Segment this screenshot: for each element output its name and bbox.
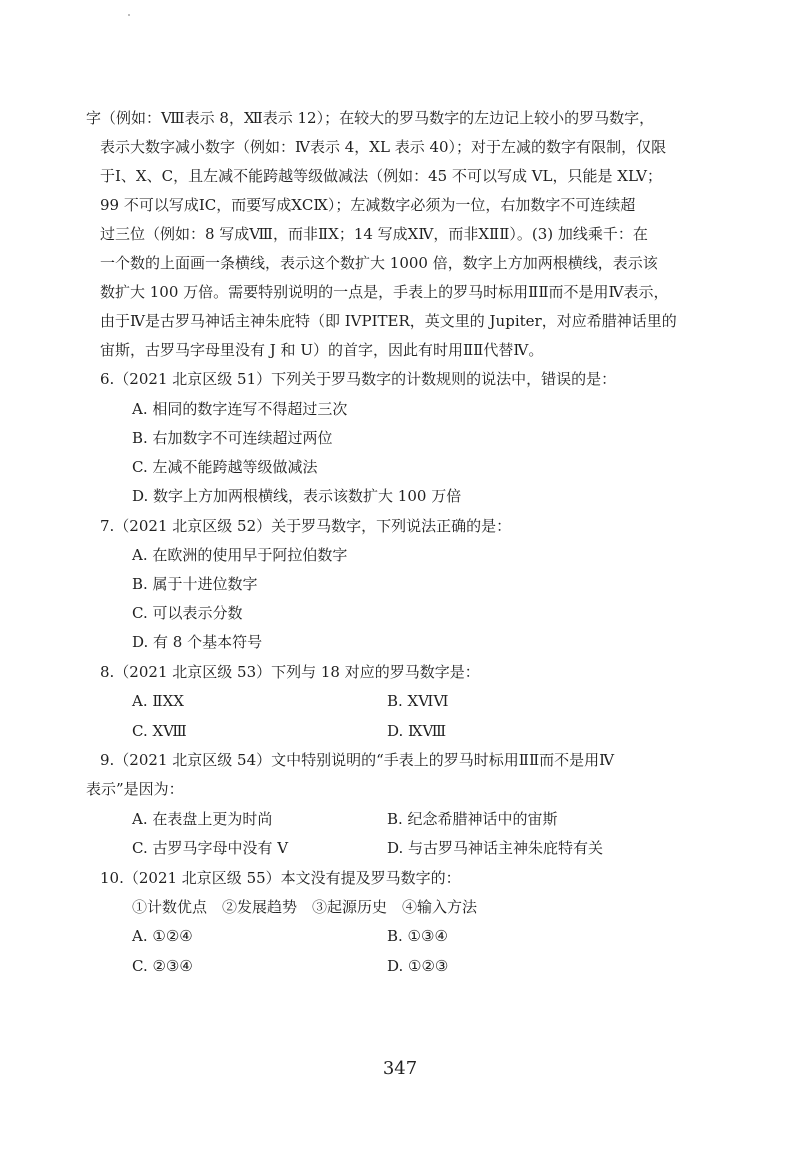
question-10-stem: 10.（2021 北京区级 55）本文没有提及罗马数字的： xyxy=(100,869,461,887)
question-10-option-d: D. ①②③ xyxy=(387,957,449,975)
scan-mark xyxy=(128,14,130,16)
question-8-option-a: A. ⅡXX xyxy=(132,692,184,710)
question-8-stem: 8.（2021 北京区级 53）下列与 18 对应的罗马数字是： xyxy=(100,663,480,681)
question-9-option-d: D. 与古罗马神话主神朱庇特有关 xyxy=(387,839,604,857)
passage-line-4: 99 不可以写成ⅠC，而要写成ⅩCⅨ）；左减数字必须为一位，右加数字不可连续超 xyxy=(100,196,636,214)
question-6-option-b: B. 右加数字不可连续超过两位 xyxy=(132,429,333,447)
question-7-option-b: B. 属于十进位数字 xyxy=(132,575,258,593)
passage-line-1: 字（例如：Ⅷ表示 8，Ⅻ表示 12）；在较大的罗马数字的左边记上较小的罗马数字， xyxy=(86,109,655,127)
question-9-stem-line-1: 9.（2021 北京区级 54）文中特别说明的“手表上的罗马时标用ⅡⅡ而不是用Ⅳ xyxy=(100,751,615,769)
question-10-items: ①计数优点 ②发展趋势 ③起源历史 ④输入方法 xyxy=(132,898,478,916)
question-7-stem: 7.（2021 北京区级 52）关于罗马数字，下列说法正确的是： xyxy=(100,517,512,535)
question-7-option-c: C. 可以表示分数 xyxy=(132,604,243,622)
question-9-option-b: B. 纪念希腊神话中的宙斯 xyxy=(387,810,558,828)
passage-line-5: 过三位（例如：8 写成Ⅷ，而非ⅡX；14 写成ⅩⅣ，而非ⅩⅡⅡ）。(3) 加线乘千：在 xyxy=(100,225,648,243)
question-7-option-d: D. 有 8 个基本符号 xyxy=(132,633,263,651)
question-8-option-c: C. XⅧ xyxy=(132,722,187,740)
question-9-option-a: A. 在表盘上更为时尚 xyxy=(132,810,273,828)
question-10-option-b: B. ①③④ xyxy=(387,927,448,945)
question-6-option-a: A. 相同的数字连写不得超过三次 xyxy=(132,400,348,418)
question-10-option-a: A. ①②④ xyxy=(132,927,193,945)
passage-line-8: 由于Ⅳ是古罗马神话主神朱庇特（即 IVPITER，英文里的 Jupiter，对应希腊神话里的 xyxy=(100,312,677,330)
passage-line-6: 一个数的上面画一条横线，表示这个数扩大 1000 倍，数字上方加两根横线，表示该 xyxy=(100,254,658,272)
passage-line-2: 表示大数字减小数字（例如：Ⅳ表示 4，XL 表示 40）；对于左减的数字有限制，仅限 xyxy=(100,138,667,156)
question-6-stem: 6.（2021 北京区级 51）下列关于罗马数字的计数规则的说法中，错误的是： xyxy=(100,370,617,388)
question-10-option-c: C. ②③④ xyxy=(132,957,193,975)
page-number: 347 xyxy=(382,1058,418,1079)
question-9-option-c: C. 古罗马字母中没有 V xyxy=(132,839,289,857)
question-6-option-c: C. 左减不能跨越等级做减法 xyxy=(132,458,318,476)
passage-line-9: 宙斯，古罗马字母里没有 J 和 U）的首字，因此有时用ⅡⅡ代替Ⅳ。 xyxy=(100,341,544,359)
question-6-option-d: D. 数字上方加两根横线，表示该数扩大 100 万倍 xyxy=(132,487,462,505)
question-7-option-a: A. 在欧洲的使用早于阿拉伯数字 xyxy=(132,546,348,564)
passage-line-7: 数扩大 100 万倍。需要特别说明的一点是，手表上的罗马时标用ⅡⅡ而不是用Ⅳ表示， xyxy=(100,283,669,301)
question-8-option-b: B. XⅥⅥ xyxy=(387,692,449,710)
question-8-option-d: D. ⅨⅧ xyxy=(387,722,447,740)
question-9-stem-line-2: 表示”是因为： xyxy=(86,780,184,798)
passage-line-3: 于Ⅰ、X、C，且左减不能跨越等级做减法（例如：45 不可以写成 VL，只能是 XLV； xyxy=(100,167,662,185)
